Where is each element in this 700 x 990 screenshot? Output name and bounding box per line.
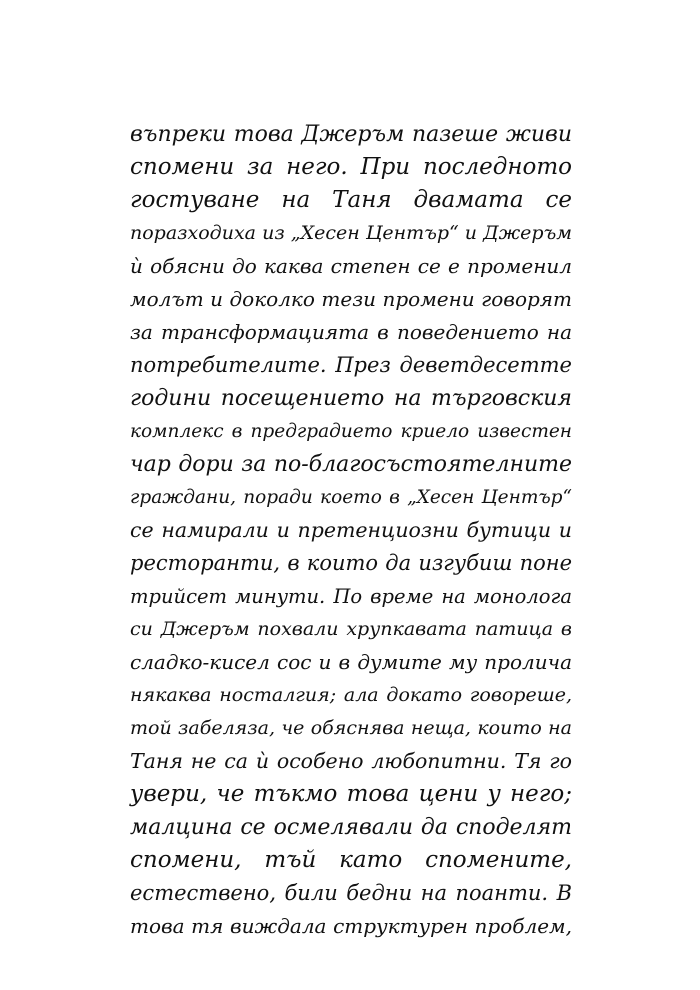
text-line: за трансформацията в поведението на xyxy=(130,320,572,344)
text-line: си Джеръм похвали хрупкавата патица в xyxy=(130,618,572,640)
text-line: чар дори за по-благосъстоятелните xyxy=(130,452,572,477)
text-line: поразходиха из „Хесен Център“ и Джеръм xyxy=(130,222,572,244)
text-line: увери, че тъкмо това цени у него; xyxy=(130,781,572,807)
text-line: сладко-кисел сос и в думите му пролича xyxy=(130,650,572,674)
text-line: спомени за него. При последното xyxy=(130,154,572,180)
text-line: естествено, били бедни на поанти. В xyxy=(130,881,572,905)
text-line: комплекс в предградието криело известен xyxy=(130,421,572,442)
text-line: ѝ обясни до каква степен се е променил xyxy=(130,254,572,278)
text-line: той забеляза, че обяснява неща, които на xyxy=(130,717,572,739)
text-line: граждани, поради което в „Хесен Център“ xyxy=(130,487,572,508)
text-line: въпреки това Джеръм пазеше живи xyxy=(130,122,572,147)
text-line: това тя виждала структурен проблем, xyxy=(130,914,572,938)
text-line: потребителите. През деветдесетте xyxy=(130,353,572,377)
text-line: ресторанти, в които да изгубиш поне xyxy=(130,551,572,575)
text-line: молът и доколко тези промени говорят xyxy=(130,287,572,311)
text-line: се намирали и претенциозни бутици и xyxy=(130,518,572,542)
text-line: спомени, тъй като спомените, xyxy=(130,847,572,873)
text-line: Таня не са ѝ особено любопитни. Тя го xyxy=(130,749,572,773)
text-line: гостуване на Таня двамата се xyxy=(130,187,572,213)
text-line: малцина се осмелявали да споделят xyxy=(130,815,572,840)
text-line: някаква носталгия; ала докато говореше, xyxy=(130,684,572,706)
body-text xyxy=(130,118,572,943)
text-line: трийсет минути. По време на монолога xyxy=(130,585,572,608)
text-line: години посещението на търговския xyxy=(130,386,572,411)
